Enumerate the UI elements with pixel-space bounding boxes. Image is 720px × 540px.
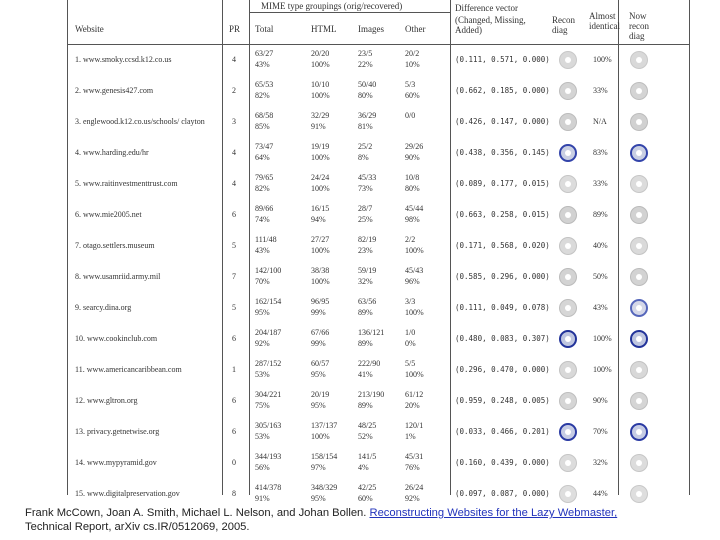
cell-total-percent: 53%	[255, 432, 270, 441]
cell-pr: 4	[232, 148, 236, 157]
cell-images: 63/56	[358, 297, 377, 306]
cell-images-percent: 89%	[358, 339, 373, 348]
cell-other: 5/3	[405, 80, 416, 89]
cell-total: 142/100	[255, 266, 282, 275]
header-images: Images	[358, 24, 384, 34]
cell-other: 2/2	[405, 235, 416, 244]
cell-almost-identical: 33%	[593, 179, 608, 188]
cell-images: 82/19	[358, 235, 377, 244]
cell-other-percent: 100%	[405, 308, 424, 317]
cell-website: 6. www.mie2005.net	[75, 210, 142, 219]
cell-website: 9. searcy.dina.org	[75, 303, 132, 312]
table-row	[67, 386, 690, 417]
cell-images: 59/19	[358, 266, 377, 275]
cell-pr: 6	[232, 396, 236, 405]
cell-html-percent: 91%	[311, 122, 326, 131]
new-recon-diagram-icon	[630, 299, 648, 317]
table-row	[67, 200, 690, 231]
cell-html: 16/15	[311, 204, 330, 213]
cell-total-percent: 92%	[255, 339, 270, 348]
cell-other: 3/3	[405, 297, 416, 306]
cell-images-percent: 81%	[358, 122, 373, 131]
recon-diagram-icon	[559, 113, 577, 131]
new-recon-diagram-icon	[630, 454, 648, 472]
cell-html: 20/20	[311, 49, 330, 58]
cell-images-percent: 80%	[358, 91, 373, 100]
cell-html: 20/19	[311, 390, 330, 399]
cell-total-percent: 82%	[255, 91, 270, 100]
cell-html-percent: 100%	[311, 184, 330, 193]
cell-images: 222/90	[358, 359, 381, 368]
cell-almost-identical: 32%	[593, 458, 608, 467]
citation-authors: Frank McCown, Joan A. Smith, Michael L. Nelson, and Johan Bollen.	[25, 507, 367, 519]
recon-diagram-icon	[559, 454, 577, 472]
cell-website: 4. www.harding.edu/hr	[75, 148, 149, 157]
cell-other-percent: 20%	[405, 401, 420, 410]
cell-total: 287/152	[255, 359, 282, 368]
cell-images-percent: 52%	[358, 432, 373, 441]
recon-diagram-icon	[559, 82, 577, 100]
recon-diagram-icon	[559, 144, 577, 162]
cell-total-percent: 74%	[255, 215, 270, 224]
cell-website: 5. www.raitinvestmenttrust.com	[75, 179, 178, 188]
new-recon-diagram-icon	[630, 268, 648, 286]
header-html: HTML	[311, 24, 337, 34]
cell-website: 13. privacy.getnetwise.org	[75, 427, 160, 436]
recon-diagram-icon	[559, 330, 577, 348]
cell-difference-vector: (0.111, 0.571, 0.000)	[455, 55, 550, 64]
header-difference-sub: (Changed, Missing, Added)	[455, 15, 526, 35]
cell-other: 29/26	[405, 142, 424, 151]
cell-other: 26/24	[405, 483, 424, 492]
cell-images-percent: 23%	[358, 246, 373, 255]
table-row	[67, 355, 690, 386]
cell-other-percent: 90%	[405, 153, 420, 162]
cell-total-percent: 75%	[255, 401, 270, 410]
header-difference-vector: Difference vector	[455, 3, 519, 13]
cell-other-percent: 92%	[405, 494, 420, 503]
cell-other-percent: 80%	[405, 184, 420, 193]
cell-total-percent: 70%	[255, 277, 270, 286]
cell-images: 28/7	[358, 204, 373, 213]
cell-html: 158/154	[311, 452, 338, 461]
results-table	[67, 0, 690, 503]
cell-pr: 6	[232, 210, 236, 219]
cell-difference-vector: (0.426, 0.147, 0.000)	[455, 117, 550, 126]
cell-difference-vector: (0.663, 0.258, 0.015)	[455, 210, 550, 219]
cell-difference-vector: (0.111, 0.049, 0.078)	[455, 303, 550, 312]
cell-difference-vector: (0.662, 0.185, 0.000)	[455, 86, 550, 95]
cell-almost-identical: 100%	[593, 334, 612, 343]
cell-other-percent: 1%	[405, 432, 416, 441]
header-almost-identical: Almost identical	[589, 11, 620, 31]
cell-other-percent: 100%	[405, 370, 424, 379]
cell-html-percent: 97%	[311, 463, 326, 472]
new-recon-diagram-icon	[630, 485, 648, 503]
table-row	[67, 169, 690, 200]
cell-difference-vector: (0.033, 0.466, 0.201)	[455, 427, 550, 436]
header-mime-groupings: MIME type groupings (orig/recovered)	[261, 1, 403, 11]
cell-images-percent: 41%	[358, 370, 373, 379]
cell-other: 45/44	[405, 204, 424, 213]
recon-diagram-icon	[559, 268, 577, 286]
cell-pr: 4	[232, 55, 236, 64]
cell-other: 0/0	[405, 111, 416, 120]
cell-other: 10/8	[405, 173, 420, 182]
table-row	[67, 324, 690, 355]
cell-almost-identical: 40%	[593, 241, 608, 250]
new-recon-diagram-icon	[630, 392, 648, 410]
cell-other-percent: 100%	[405, 246, 424, 255]
cell-website: 8. www.usamriid.army.mil	[75, 272, 161, 281]
cell-total-percent: 53%	[255, 370, 270, 379]
paper-link[interactable]: Reconstructing Websites for the Lazy Webmaster,	[369, 507, 618, 519]
cell-images-percent: 73%	[358, 184, 373, 193]
cell-total-percent: 82%	[255, 184, 270, 193]
cell-total-percent: 95%	[255, 308, 270, 317]
cell-other: 20/2	[405, 49, 420, 58]
cell-other-percent: 60%	[405, 91, 420, 100]
cell-pr: 1	[232, 365, 236, 374]
recon-diagram-icon	[559, 485, 577, 503]
cell-total-percent: 43%	[255, 60, 270, 69]
cell-html-percent: 100%	[311, 432, 330, 441]
table-row	[67, 448, 690, 479]
cell-images: 136/121	[358, 328, 385, 337]
recon-diagram-icon	[559, 237, 577, 255]
recon-diagram-icon	[559, 361, 577, 379]
cell-total: 414/378	[255, 483, 282, 492]
cell-total: 344/193	[255, 452, 282, 461]
cell-images: 23/5	[358, 49, 373, 58]
header-recon-diag: Recon diag	[552, 15, 575, 35]
cell-html: 60/57	[311, 359, 330, 368]
recon-diagram-icon	[559, 392, 577, 410]
cell-total: 63/27	[255, 49, 274, 58]
table-row	[67, 231, 690, 262]
cell-images: 141/5	[358, 452, 377, 461]
cell-total: 73/47	[255, 142, 274, 151]
cell-html: 348/329	[311, 483, 338, 492]
cell-difference-vector: (0.480, 0.083, 0.307)	[455, 334, 550, 343]
cell-html: 24/24	[311, 173, 330, 182]
cell-almost-identical: 83%	[593, 148, 608, 157]
header-website: Website	[75, 24, 104, 34]
citation-details: Technical Report, arXiv cs.IR/0512069, 2005.	[25, 521, 250, 533]
cell-images: 25/2	[358, 142, 373, 151]
new-recon-diagram-icon	[630, 144, 648, 162]
table-row	[67, 417, 690, 448]
cell-images: 36/29	[358, 111, 377, 120]
new-recon-diagram-icon	[630, 206, 648, 224]
new-recon-diagram-icon	[630, 82, 648, 100]
cell-images: 45/33	[358, 173, 377, 182]
cell-other: 45/31	[405, 452, 424, 461]
cell-html: 32/29	[311, 111, 330, 120]
cell-pr: 5	[232, 241, 236, 250]
cell-website: 11. www.americancaribbean.com	[75, 365, 182, 374]
cell-almost-identical: 50%	[593, 272, 608, 281]
cell-html-percent: 100%	[311, 246, 330, 255]
cell-difference-vector: (0.438, 0.356, 0.145)	[455, 148, 550, 157]
recon-diagram-icon	[559, 51, 577, 69]
table-rule	[249, 12, 450, 13]
cell-website: 2. www.genesis427.com	[75, 86, 154, 95]
cell-difference-vector: (0.959, 0.248, 0.005)	[455, 396, 550, 405]
header-pr: PR	[229, 24, 241, 34]
cell-html-percent: 100%	[311, 91, 330, 100]
cell-pr: 5	[232, 303, 236, 312]
cell-website: 10. www.cookinclub.com	[75, 334, 158, 343]
cell-other: 5/5	[405, 359, 416, 368]
cell-total: 162/154	[255, 297, 282, 306]
cell-html-percent: 99%	[311, 308, 326, 317]
cell-total: 68/58	[255, 111, 274, 120]
cell-other: 45/43	[405, 266, 424, 275]
cell-other-percent: 0%	[405, 339, 416, 348]
recon-diagram-icon	[559, 299, 577, 317]
new-recon-diagram-icon	[630, 175, 648, 193]
new-recon-diagram-icon	[630, 113, 648, 131]
cell-website: 12. www.gltron.org	[75, 396, 138, 405]
new-recon-diagram-icon	[630, 330, 648, 348]
recon-diagram-icon	[559, 206, 577, 224]
cell-images-percent: 8%	[358, 153, 369, 162]
cell-total: 304/221	[255, 390, 282, 399]
table-row	[67, 262, 690, 293]
new-recon-diagram-icon	[630, 423, 648, 441]
cell-pr: 3	[232, 117, 236, 126]
cell-images-percent: 60%	[358, 494, 373, 503]
cell-difference-vector: (0.160, 0.439, 0.000)	[455, 458, 550, 467]
cell-html-percent: 100%	[311, 60, 330, 69]
cell-website: 15. www.digitalpreservation.gov	[75, 489, 180, 498]
cell-other: 1/0	[405, 328, 416, 337]
table-row	[67, 293, 690, 324]
cell-other: 120/1	[405, 421, 424, 430]
cell-html-percent: 100%	[311, 153, 330, 162]
cell-total: 305/163	[255, 421, 282, 430]
new-recon-diagram-icon	[630, 51, 648, 69]
cell-other-percent: 76%	[405, 463, 420, 472]
cell-pr: 4	[232, 179, 236, 188]
cell-difference-vector: (0.089, 0.177, 0.015)	[455, 179, 550, 188]
cell-total-percent: 43%	[255, 246, 270, 255]
cell-pr: 0	[232, 458, 236, 467]
cell-html: 96/95	[311, 297, 330, 306]
cell-images-percent: 25%	[358, 215, 373, 224]
table-row	[67, 138, 690, 169]
cell-difference-vector: (0.171, 0.568, 0.020)	[455, 241, 550, 250]
cell-pr: 6	[232, 427, 236, 436]
cell-almost-identical: 100%	[593, 365, 612, 374]
cell-other: 61/12	[405, 390, 424, 399]
cell-total: 65/53	[255, 80, 274, 89]
cell-other-percent: 10%	[405, 60, 420, 69]
cell-almost-identical: 44%	[593, 489, 608, 498]
cell-images-percent: 89%	[358, 401, 373, 410]
cell-html-percent: 100%	[311, 277, 330, 286]
cell-images-percent: 4%	[358, 463, 369, 472]
cell-images-percent: 32%	[358, 277, 373, 286]
cell-html-percent: 95%	[311, 401, 326, 410]
table-row	[67, 76, 690, 107]
cell-html-percent: 94%	[311, 215, 326, 224]
cell-almost-identical: 70%	[593, 427, 608, 436]
cell-html: 137/137	[311, 421, 338, 430]
cell-total-percent: 64%	[255, 153, 270, 162]
cell-difference-vector: (0.296, 0.470, 0.000)	[455, 365, 550, 374]
new-recon-diagram-icon	[630, 361, 648, 379]
cell-almost-identical: 33%	[593, 86, 608, 95]
citation-caption	[25, 506, 705, 534]
recon-diagram-icon	[559, 175, 577, 193]
cell-pr: 6	[232, 334, 236, 343]
cell-almost-identical: 89%	[593, 210, 608, 219]
cell-pr: 2	[232, 86, 236, 95]
cell-total: 89/66	[255, 204, 274, 213]
cell-html: 27/27	[311, 235, 330, 244]
cell-html: 10/10	[311, 80, 330, 89]
cell-images-percent: 22%	[358, 60, 373, 69]
cell-total-percent: 56%	[255, 463, 270, 472]
cell-almost-identical: 100%	[593, 55, 612, 64]
cell-website: 14. www.mypyramid.gov	[75, 458, 157, 467]
new-recon-diagram-icon	[630, 237, 648, 255]
cell-html: 38/38	[311, 266, 330, 275]
header-total: Total	[255, 24, 274, 34]
cell-html-percent: 95%	[311, 494, 326, 503]
cell-pr: 7	[232, 272, 236, 281]
cell-website: 7. otago.settlers.museum	[75, 241, 155, 250]
cell-html: 19/19	[311, 142, 330, 151]
header-other: Other	[405, 24, 426, 34]
cell-difference-vector: (0.097, 0.087, 0.000)	[455, 489, 550, 498]
cell-total-percent: 85%	[255, 122, 270, 131]
cell-almost-identical: 90%	[593, 396, 608, 405]
recon-diagram-icon	[559, 423, 577, 441]
cell-website: 3. englewood.k12.co.us/schools/ clayton	[75, 117, 205, 126]
cell-almost-identical: 43%	[593, 303, 608, 312]
cell-total-percent: 91%	[255, 494, 270, 503]
cell-other-percent: 98%	[405, 215, 420, 224]
cell-images: 48/25	[358, 421, 377, 430]
cell-almost-identical: N/A	[593, 117, 607, 126]
cell-images-percent: 89%	[358, 308, 373, 317]
cell-html: 67/66	[311, 328, 330, 337]
cell-website: 1. www.smoky.ccsd.k12.co.us	[75, 55, 172, 64]
cell-html-percent: 95%	[311, 370, 326, 379]
header-now-recon-diag: Now recon diag	[629, 11, 649, 41]
cell-images: 42/25	[358, 483, 377, 492]
table-row	[67, 45, 690, 76]
cell-images: 50/40	[358, 80, 377, 89]
table-row	[67, 107, 690, 138]
cell-other-percent: 96%	[405, 277, 420, 286]
cell-total: 111/48	[255, 235, 277, 244]
cell-pr: 8	[232, 489, 236, 498]
cell-total: 79/65	[255, 173, 274, 182]
cell-images: 213/190	[358, 390, 385, 399]
cell-total: 204/187	[255, 328, 282, 337]
cell-difference-vector: (0.585, 0.296, 0.000)	[455, 272, 550, 281]
cell-html-percent: 99%	[311, 339, 326, 348]
